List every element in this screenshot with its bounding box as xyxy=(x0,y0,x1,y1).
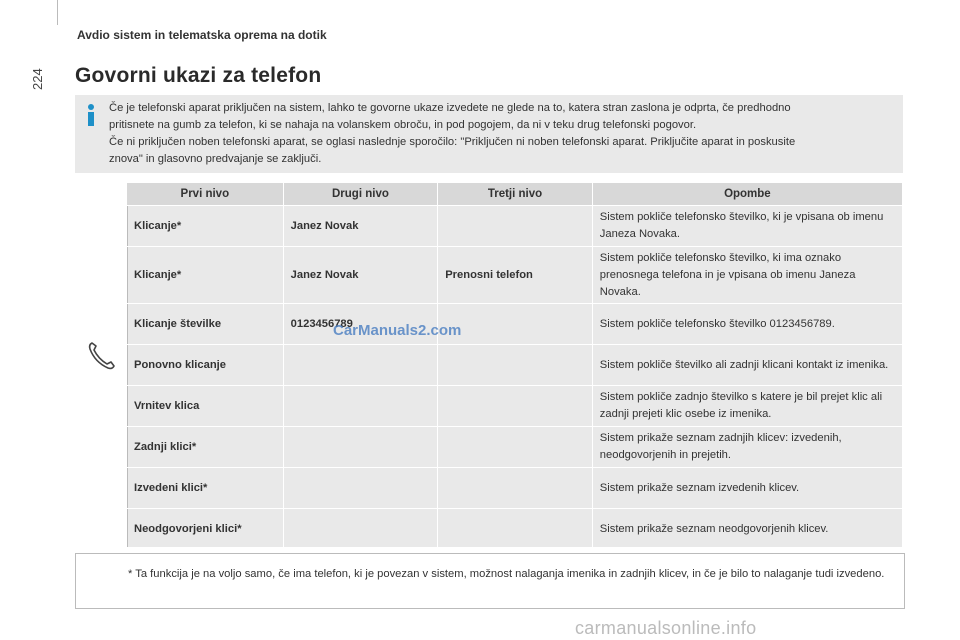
table-row xyxy=(127,345,903,386)
table-row xyxy=(127,427,903,468)
cell-notes: Sistem prikaže seznam izvedenih klicev. xyxy=(592,468,902,509)
column-header: Prvi nivo xyxy=(127,183,283,206)
cell-level2: Janez Novak xyxy=(283,247,438,304)
cell-level1: Ponovno klicanje xyxy=(127,345,283,386)
cell-level1: Zadnji klici* xyxy=(127,427,283,468)
commands-grid xyxy=(127,183,903,550)
cell-level2 xyxy=(283,509,438,550)
footnote-text: * Ta funkcija je na voljo samo, če ima telefon, ki je povezan v sistem, možnost nalaganja imenika in zadnjih klicev, in če je bilo to nalaganje tudi izvedeno. xyxy=(128,568,885,580)
info-line: znova" in glasovno predvajanje se zaključi. xyxy=(109,153,322,165)
cell-notes: Sistem pokliče telefonsko številko, ki je vpisana ob imenu Janeza Novaka. xyxy=(592,206,902,247)
info-box xyxy=(75,95,903,173)
info-text xyxy=(109,100,889,168)
table-row xyxy=(127,304,903,345)
page-number: 224 xyxy=(30,68,45,90)
cell-level2: Janez Novak xyxy=(283,206,438,247)
commands-table xyxy=(75,183,903,547)
phone-icon-cell xyxy=(75,183,128,547)
cell-level1: Neodgovorjeni klici* xyxy=(127,509,283,550)
phone-handset-icon xyxy=(84,337,120,373)
column-header: Tretji nivo xyxy=(438,183,593,206)
cell-notes: Sistem pokliče telefonsko številko 0123456789. xyxy=(592,304,902,345)
column-header: Opombe xyxy=(592,183,902,206)
watermark-carmanuals2: CarManuals2.com xyxy=(333,322,462,339)
cell-level1: Klicanje številke xyxy=(127,304,283,345)
cell-level2 xyxy=(283,468,438,509)
cell-notes: Sistem prikaže seznam zadnjih klicev: izvedenih, neodgovorjenih in prejetih. xyxy=(592,427,902,468)
info-line: pritisnete na gumb za telefon, ki se nahaja na volanskem obroču, in pod pogojem, da ni v teku drug telefonski pogovor. xyxy=(109,119,697,131)
margin-line xyxy=(57,0,58,25)
info-line: Če ni priključen noben telefonski aparat, se oglasi naslednje sporočilo: "Priključen ni noben telefonski aparat. Priključite aparat in poskusite xyxy=(109,136,796,148)
cell-level2 xyxy=(283,345,438,386)
cell-notes: Sistem pokliče telefonsko številko, ki ima oznako prenosnega telefona in je vpisana ob imenu Janeza Novaka. xyxy=(592,247,902,304)
table-row xyxy=(127,247,903,304)
table-row xyxy=(127,386,903,427)
cell-level3: Prenosni telefon xyxy=(438,247,593,304)
cell-level3 xyxy=(438,345,593,386)
cell-level1: Izvedeni klici* xyxy=(127,468,283,509)
cell-notes: Sistem prikaže seznam neodgovorjenih klicev. xyxy=(592,509,902,550)
cell-level1: Klicanje* xyxy=(127,247,283,304)
watermark-carmanualsonline: carmanualsonline.info xyxy=(575,618,757,638)
running-header: Avdio sistem in telematska oprema na dotik xyxy=(77,28,327,42)
table-header-row xyxy=(127,183,903,206)
table-row xyxy=(127,206,903,247)
info-icon xyxy=(83,103,99,127)
cell-level3 xyxy=(438,427,593,468)
cell-level2 xyxy=(283,427,438,468)
cell-level1: Klicanje* xyxy=(127,206,283,247)
table-row xyxy=(127,468,903,509)
cell-level1: Vrnitev klica xyxy=(127,386,283,427)
cell-level2: 0123456789 xyxy=(283,304,438,345)
page-title: Govorni ukazi za telefon xyxy=(75,64,322,87)
table-row xyxy=(127,509,903,550)
cell-level3 xyxy=(438,206,593,247)
cell-level2 xyxy=(283,386,438,427)
cell-level3 xyxy=(438,386,593,427)
cell-level3 xyxy=(438,509,593,550)
cell-level3 xyxy=(438,468,593,509)
cell-notes: Sistem pokliče zadnjo številko s katere je bil prejet klic ali zadnji prejeti klic osebe iz imenika. xyxy=(592,386,902,427)
info-line: Če je telefonski aparat priključen na sistem, lahko te govorne ukaze izvedete ne glede na to, katera stran zaslona je odprta, če predhodno xyxy=(109,102,791,114)
column-header: Drugi nivo xyxy=(283,183,438,206)
footnote-box xyxy=(75,553,905,609)
cell-notes: Sistem pokliče številko ali zadnji klicani kontakt iz imenika. xyxy=(592,345,902,386)
